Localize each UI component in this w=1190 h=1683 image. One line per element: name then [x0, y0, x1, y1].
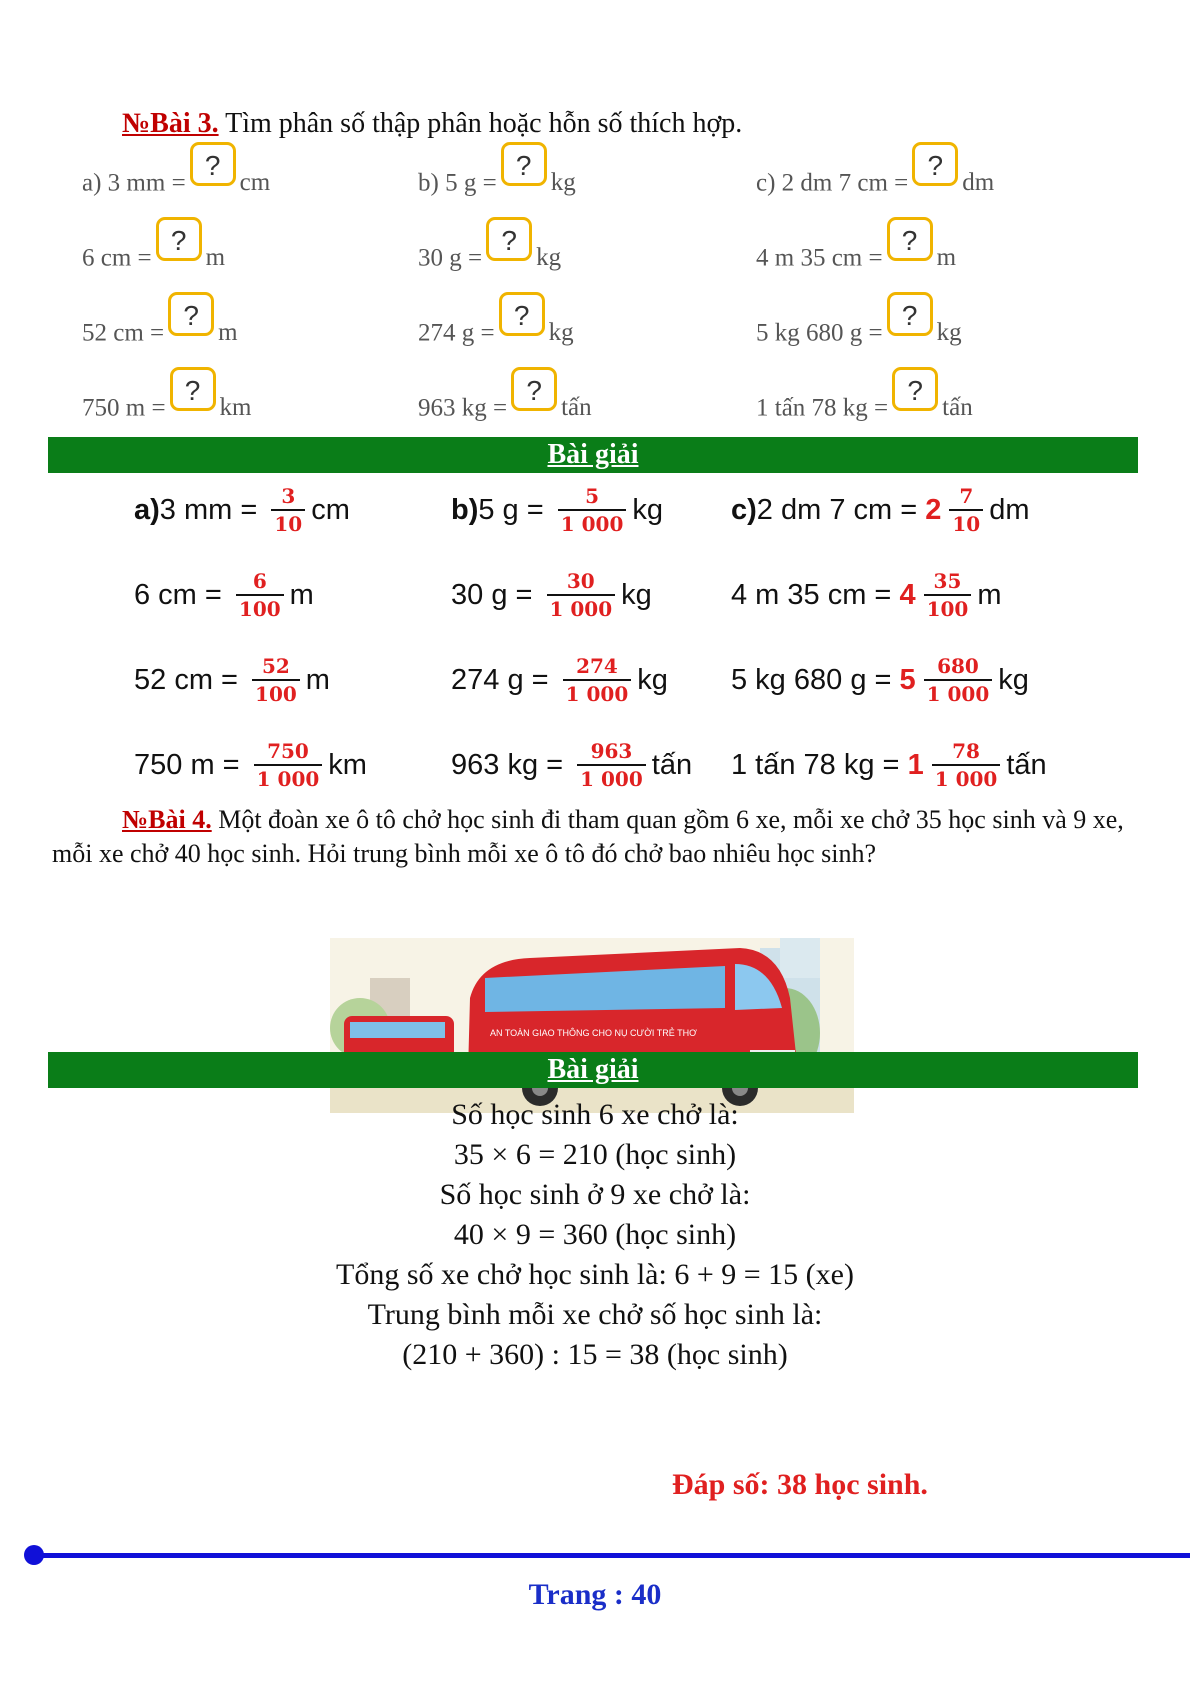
fraction-denominator: 1 000 [577, 764, 646, 789]
answer-unit: tấn [1006, 748, 1047, 781]
bai3-title [122, 108, 742, 140]
question-unit: m [218, 319, 238, 347]
fraction-numerator: 3 [281, 484, 296, 508]
fraction-denominator: 100 [236, 594, 284, 619]
solution-line: Tổng số xe chở học sinh là: 6 + 9 = 15 (xe) [336, 1258, 854, 1291]
question-text: 5 kg 680 g = [756, 319, 883, 347]
bai3-label: №Bài 3. [122, 108, 219, 139]
answer-box[interactable]: ? [499, 292, 545, 336]
answer-fraction [254, 741, 323, 789]
answer-fraction [924, 571, 972, 619]
bai3-text: Tìm phân số thập phân hoặc hỗn số thích hợp. [218, 108, 743, 139]
fraction-numerator: 78 [952, 739, 980, 763]
question-text: 963 kg = [418, 394, 508, 422]
bus-banner: AN TOÀN GIAO THÔNG CHO NỤ CƯỜI TRẺ THƠ [490, 1028, 697, 1038]
bai4-text: Một đoàn xe ô tô chở học sinh đi tham quan gồm 6 xe, mỗi xe chở 35 học sinh và 9 xe, mỗi xe chở 40 học sinh. Hỏi trung bình mỗi xe ô tô đó chở bao nhiêu học sinh? [52, 805, 1124, 868]
answer-label: c) [731, 493, 757, 526]
answer-text: 274 g = [451, 663, 549, 696]
answer-text: 4 m 35 cm = [731, 578, 892, 611]
answer-fraction [932, 741, 1001, 789]
question-unit: m [205, 244, 226, 272]
fraction-numerator: 7 [959, 484, 974, 508]
fraction-numerator: 680 [937, 654, 979, 678]
answer-fraction [577, 741, 646, 789]
question-item [756, 150, 995, 212]
answer-text: 5 kg 680 g = [731, 663, 892, 696]
answer-whole: 5 [899, 663, 916, 696]
answer-fraction [924, 656, 993, 704]
answer-text: 750 m = [134, 748, 240, 781]
question-unit: tấn [561, 394, 592, 422]
answer-whole: 4 [899, 578, 916, 611]
fraction-denominator: 10 [271, 509, 305, 534]
answer-text: 2 dm 7 cm = [756, 493, 918, 526]
question-unit: kg [936, 319, 962, 347]
answer-text: 5 g = [478, 493, 544, 526]
question-unit: kg [550, 169, 576, 197]
answer-box[interactable]: ? [892, 367, 938, 411]
answer-unit: kg [632, 493, 664, 526]
question-item [418, 150, 576, 212]
fraction-numerator: 52 [261, 654, 290, 678]
answer-unit: m [305, 663, 330, 696]
question-item [82, 375, 252, 437]
question-item [756, 225, 957, 287]
answer-fraction [547, 571, 616, 619]
answer-item [451, 560, 652, 630]
answer-unit: tấn [651, 748, 693, 781]
fraction-numerator: 30 [566, 569, 595, 593]
solution-header: Bài giải [547, 439, 639, 470]
solution-line: Số học sinh 6 xe chở là: [451, 1098, 739, 1131]
answer-fraction [271, 486, 305, 534]
question-unit: kg [548, 319, 574, 347]
answer-box[interactable]: ? [156, 217, 202, 261]
answer-box[interactable]: ? [190, 142, 236, 186]
answer-unit: m [289, 578, 314, 611]
answer-box[interactable]: ? [887, 292, 933, 336]
solution4-header: Bài giải [547, 1054, 639, 1085]
answer-whole: 2 [925, 493, 942, 526]
question-unit: kg [536, 244, 562, 272]
question-unit: dm [962, 169, 995, 197]
question-text: 4 m 35 cm = [756, 244, 883, 272]
answer-text: 52 cm = [134, 663, 238, 696]
fraction-denominator: 1 000 [924, 679, 993, 704]
fraction-denominator: 1 000 [563, 679, 632, 704]
answer-fraction [949, 486, 983, 534]
answer-item [134, 645, 330, 715]
answer-item [731, 475, 1030, 545]
answer-box[interactable]: ? [501, 142, 547, 186]
answer-text: 6 cm = [134, 578, 222, 611]
fraction-numerator: 35 [933, 569, 962, 593]
solution-line: 40 × 9 = 360 (học sinh) [453, 1218, 737, 1251]
solution4-header-bar [48, 1052, 1138, 1088]
question-item [756, 300, 962, 362]
answer-label: a) [134, 493, 160, 526]
question-text: a) 3 mm = [82, 169, 186, 197]
bai4-label: №Bài 4. [122, 805, 212, 834]
answer-text: 30 g = [451, 578, 533, 611]
fraction-denominator: 100 [252, 679, 300, 704]
answer-unit: m [977, 578, 1002, 611]
answer-text: 3 mm = [159, 493, 258, 526]
answer-box[interactable]: ? [168, 292, 214, 336]
question-text: 30 g = [418, 244, 483, 272]
bai4-problem [52, 803, 1142, 871]
question-item [82, 225, 226, 287]
question-text: b) 5 g = [418, 169, 497, 197]
solution-header-bar [48, 437, 1138, 473]
solution-line: (210 + 360) : 15 = 38 (học sinh) [402, 1338, 788, 1371]
answer-item [731, 645, 1029, 715]
question-unit: cm [239, 169, 271, 197]
fraction-numerator: 274 [576, 654, 618, 678]
question-text: 750 m = [82, 394, 166, 422]
answer-item [451, 475, 663, 545]
answer-unit: cm [311, 493, 350, 526]
question-item [418, 375, 592, 437]
solution-line: Số học sinh ở 9 xe chở là: [439, 1178, 751, 1211]
question-text: 6 cm = [82, 244, 152, 272]
answer-item [451, 645, 668, 715]
answer-whole: 1 [907, 748, 924, 781]
answer-item [134, 475, 350, 545]
question-unit: tấn [942, 394, 973, 422]
solution-line: Trung bình mỗi xe chở số học sinh là: [367, 1298, 823, 1331]
question-text: c) 2 dm 7 cm = [756, 169, 909, 197]
answer-fraction [558, 486, 627, 534]
answer-unit: dm [989, 493, 1030, 526]
fraction-denominator: 100 [924, 594, 972, 619]
answer-unit: kg [637, 663, 668, 696]
fraction-numerator: 6 [252, 569, 267, 593]
fraction-numerator: 750 [267, 739, 309, 763]
fraction-denominator: 1 000 [558, 509, 627, 534]
question-unit: km [219, 394, 252, 422]
fraction-numerator: 5 [585, 484, 600, 508]
answer-fraction [252, 656, 300, 704]
answer-box[interactable]: ? [912, 142, 958, 186]
question-item [418, 300, 574, 362]
fraction-denominator: 1 000 [254, 764, 323, 789]
answer-text: 1 tấn 78 kg = [731, 748, 900, 781]
answer-item [451, 730, 692, 800]
fraction-numerator: 963 [590, 739, 633, 763]
question-text: 1 tấn 78 kg = [756, 394, 889, 422]
answer-item [731, 730, 1047, 800]
answer-text: 963 kg = [451, 748, 564, 781]
question-item [82, 300, 238, 362]
answer-item [731, 560, 1002, 630]
answer-label: b) [451, 493, 479, 526]
question-text: 274 g = [418, 319, 495, 347]
answer-item [134, 560, 314, 630]
final-answer: Đáp số: 38 học sinh. [672, 1468, 928, 1501]
answer-unit: kg [621, 578, 652, 611]
answer-box[interactable]: ? [170, 367, 216, 411]
answer-fraction [563, 656, 632, 704]
fraction-denominator: 1 000 [547, 594, 616, 619]
answer-unit: kg [998, 663, 1029, 696]
footer-line [34, 1553, 1190, 1558]
answer-box[interactable]: ? [486, 217, 532, 261]
question-item [418, 225, 562, 287]
answer-fraction [236, 571, 284, 619]
solution-line: 35 × 6 = 210 (học sinh) [453, 1138, 737, 1171]
question-text: 52 cm = [82, 319, 165, 347]
fraction-denominator: 1 000 [932, 764, 1001, 789]
answer-unit: km [328, 748, 367, 781]
question-item [82, 150, 271, 212]
answer-item [134, 730, 367, 800]
page-number: Trang : 40 [528, 1578, 662, 1611]
question-item [756, 375, 973, 437]
fraction-denominator: 10 [949, 509, 983, 534]
question-unit: m [936, 244, 957, 272]
answer-box[interactable]: ? [887, 217, 933, 261]
answer-box[interactable]: ? [511, 367, 557, 411]
